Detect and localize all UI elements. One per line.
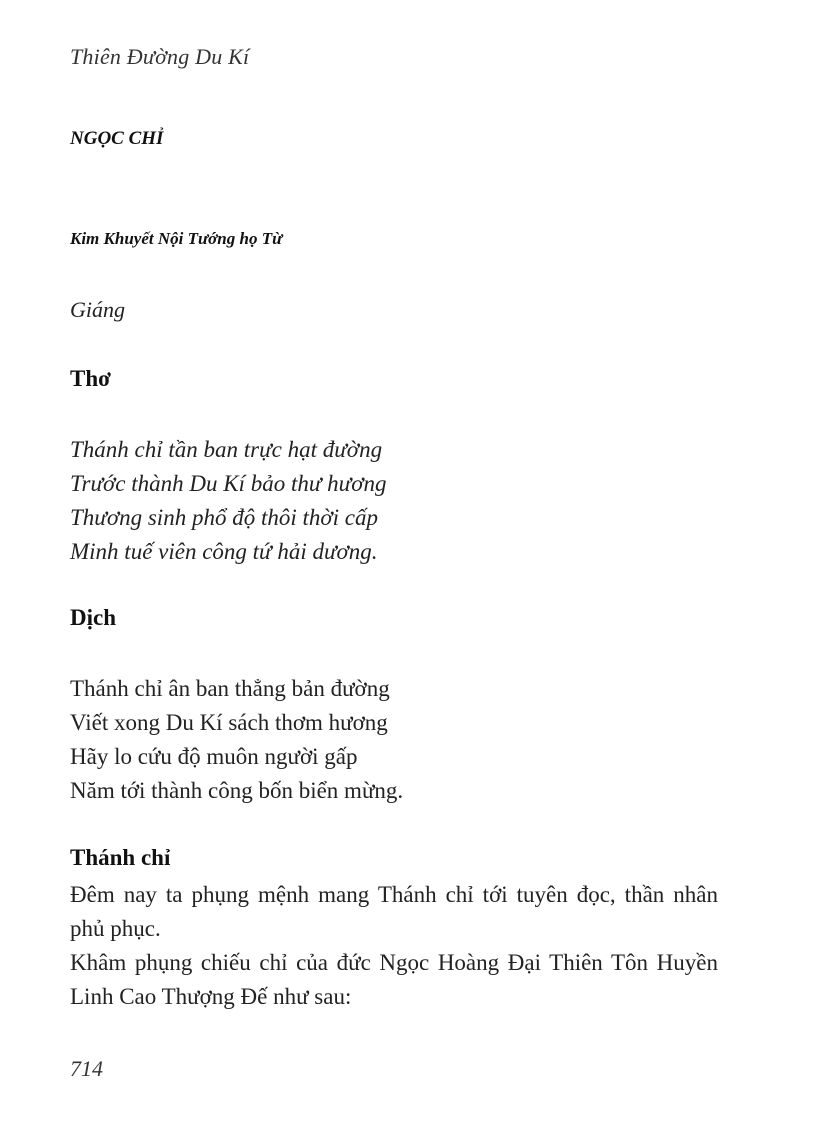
poem-translation	[70, 672, 403, 808]
poem-line: Viết xong Du Kí sách thơm hương	[70, 710, 388, 735]
poem-line: Trước thành Du Kí bảo thư hương	[70, 471, 387, 496]
giang-label: Giáng	[70, 297, 125, 322]
author-line: Kim Khuyết Nội Tướng họ Từ	[70, 229, 283, 248]
decree-heading: Thánh chỉ	[70, 845, 171, 870]
page-number: 714	[70, 1056, 103, 1081]
running-head: Thiên Đường Du Kí	[70, 44, 250, 69]
decree-body	[70, 878, 718, 1014]
body-paragraph: Khâm phụng chiếu chỉ của đức Ngọc Hoàng Đại Thiên Tôn Huyền Linh Cao Thượng Đế như sau:	[70, 950, 718, 1009]
poem-line: Minh tuế viên công tứ hải dương.	[70, 539, 378, 564]
chapter-title: NGỌC CHỈ	[70, 128, 164, 149]
poem-line: Thánh chỉ ân ban thẳng bản đường	[70, 676, 390, 701]
poem-line: Thương sinh phổ độ thôi thời cấp	[70, 505, 378, 530]
body-paragraph: Đêm nay ta phụng mệnh mang Thánh chỉ tới tuyên đọc, thần nhân phủ phục.	[70, 882, 718, 941]
poem-original	[70, 433, 387, 569]
poem-heading: Thơ	[70, 366, 111, 391]
poem-line: Năm tới thành công bốn biển mừng.	[70, 778, 404, 803]
translation-heading: Dịch	[70, 605, 116, 630]
poem-line: Hãy lo cứu độ muôn người gấp	[70, 744, 358, 769]
poem-line: Thánh chỉ tần ban trực hạt đường	[70, 437, 383, 462]
